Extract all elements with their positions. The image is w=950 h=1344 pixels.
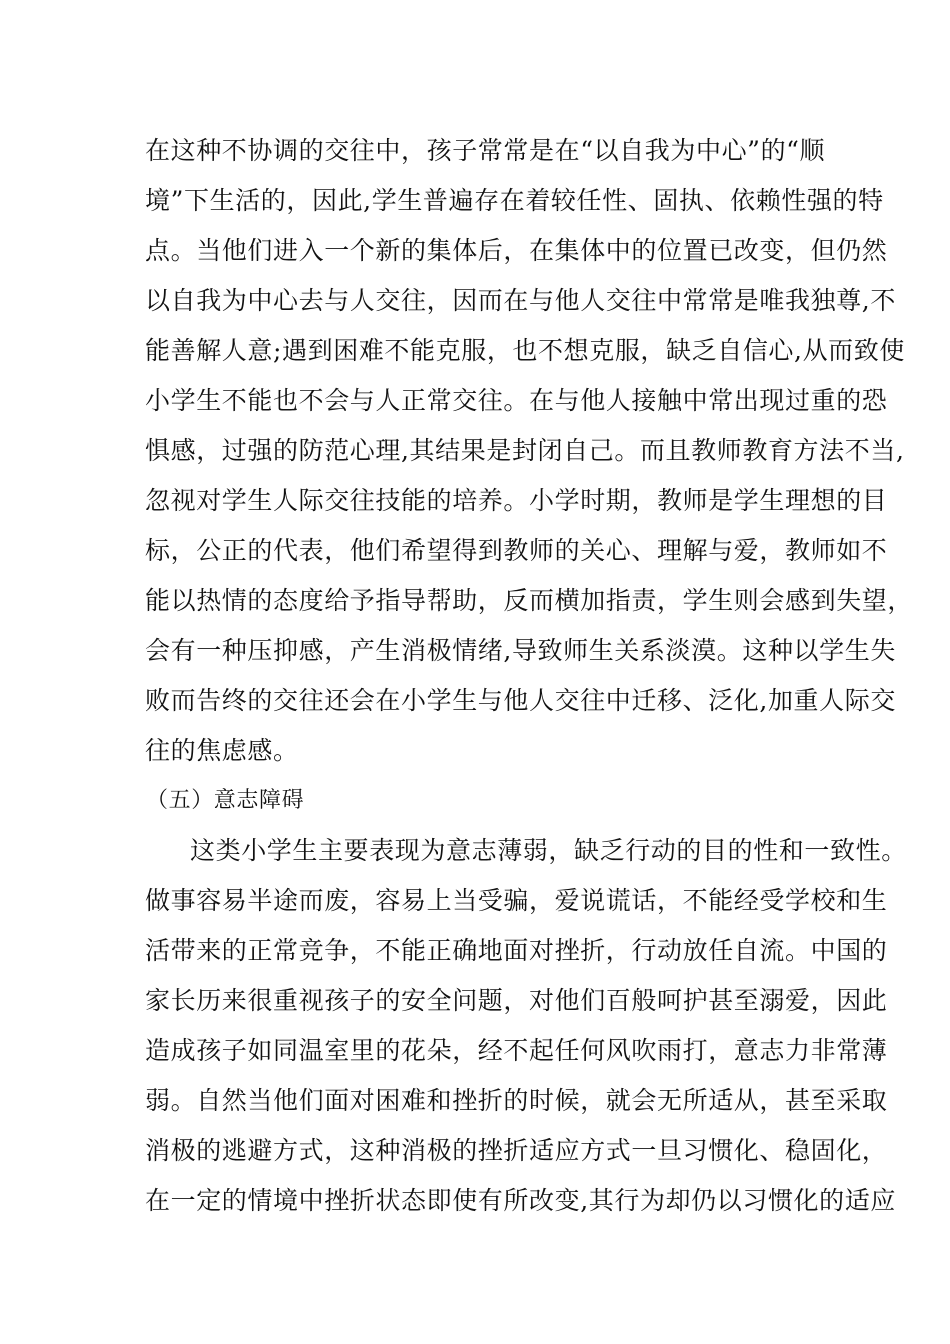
text-line: 境”下生活的，因此,学生普遍存在着较任性、固执、依赖性强的特: [145, 186, 884, 215]
text-line: 小学生不能也不会与人正常交往。在与他人接触中常出现过重的恐: [145, 386, 888, 415]
text-line: 标，公正的代表，他们希望得到教师的关心、理解与爱，教师如不: [145, 536, 888, 565]
text-line: 做事容易半途而废，容易上当受骗，爱说谎话，不能经受学校和生: [145, 886, 888, 915]
text-line: 以自我为中心去与人交往，因而在与他人交往中常常是唯我独尊,不: [145, 286, 896, 315]
text-line: 能善解人意;遇到困难不能克服，也不想克服，缺乏自信心,从而致使: [145, 336, 905, 365]
text-line: 败而告终的交往还会在小学生与他人交往中迁移、泛化,加重人际交: [145, 686, 896, 715]
text-line: 造成孩子如同温室里的花朵，经不起任何风吹雨打，意志力非常薄: [145, 1036, 888, 1065]
text-line: 惧感，过强的防范心理,其结果是封闭自己。而且教师教育方法不当,: [145, 436, 905, 465]
text-line: 在这种不协调的交往中，孩子常常是在“以自我为中心”的“顺: [145, 136, 826, 165]
text-line: 活带来的正常竞争，不能正确地面对挫折，行动放任自流。中国的: [145, 936, 888, 965]
text-line: 点。当他们进入一个新的集体后，在集体中的位置已改变，但仍然: [145, 236, 888, 265]
section-heading: （五）意志障碍: [146, 788, 305, 813]
text-line: 家长历来很重视孩子的安全问题，对他们百般呵护甚至溺爱，因此: [145, 986, 888, 1015]
text-line: 消极的逃避方式，这种消极的挫折适应方式一旦习惯化、稳固化，: [145, 1136, 888, 1165]
text-line: 这类小学生主要表现为意志薄弱，缺乏行动的目的性和一致性。: [190, 836, 907, 865]
text-line: 弱。自然当他们面对困难和挫折的时候，就会无所适从，甚至采取: [145, 1086, 888, 1115]
text-line: 往的焦虑感。: [145, 736, 299, 765]
text-line: 能以热情的态度给予指导帮助，反而横加指责，学生则会感到失望，: [145, 586, 914, 615]
text-line: 会有一种压抑感，产生消极情绪,导致师生关系淡漠。这种以学生失: [145, 636, 896, 665]
text-line: 忽视对学生人际交往技能的培养。小学时期，教师是学生理想的目: [145, 486, 888, 515]
text-line: 在一定的情境中挫折状态即使有所改变,其行为却仍以习惯化的适应: [145, 1186, 896, 1215]
